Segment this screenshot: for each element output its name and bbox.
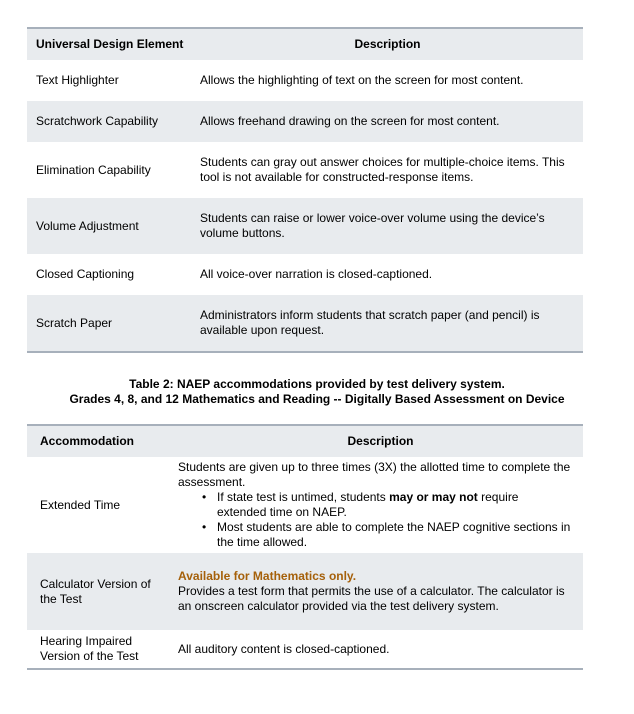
row-label: Text Highlighter (36, 73, 119, 87)
accommodations-table (27, 424, 583, 670)
column-header-accommodation: Accommodation (40, 434, 135, 448)
row-description: Allows the highlighting of text on the screen for most content. (200, 73, 524, 87)
row-description: Allows freehand drawing on the screen for most content. (200, 114, 500, 128)
list-item (202, 520, 571, 550)
table-header-row (27, 426, 583, 457)
bullet-text-pre: If state test is untimed, students (217, 490, 390, 504)
table-header-row (27, 29, 583, 60)
row-label: Scratch Paper (36, 315, 113, 330)
column-header-element: Universal Design Element (36, 37, 184, 51)
bullet-icon: • (202, 490, 207, 504)
table-row (27, 60, 583, 101)
table-row (27, 254, 583, 295)
bullet-text (217, 490, 571, 520)
availability-highlight: Available for Mathematics only. (178, 569, 357, 583)
table-row-calculator-version (27, 553, 583, 630)
bullet-text (217, 520, 571, 550)
row-description (178, 460, 583, 550)
row-label: Elimination Capability (36, 162, 151, 177)
description-text: Provides a test form that permits the use of a calculator. The calculator is an onscreen calculator provided via the test delivery system. (178, 584, 565, 613)
column-header-description: Description (347, 434, 414, 448)
row-label: Volume Adjustment (36, 218, 139, 233)
row-description: Students can raise or lower voice-over volume using the device’s volume buttons. (200, 211, 545, 240)
table-row-extended-time (27, 457, 583, 553)
bullet-text-post: require extended time on NAEP. (217, 490, 519, 519)
caption-line-2: Grades 4, 8, and 12 Mathematics and Reading -- Digitally Based Assessment on Device (69, 392, 565, 406)
row-label: Hearing Impaired Version of the Test (40, 634, 139, 663)
row-description: All voice-over narration is closed-captioned. (200, 267, 433, 281)
caption-line-1: Table 2: NAEP accommodations provided by test delivery system. (129, 377, 505, 391)
row-label: Closed Captioning (36, 267, 135, 281)
bullet-list (178, 490, 571, 550)
row-label: Calculator Version of the Test (40, 576, 151, 606)
bullet-text-bold: may or may not (389, 490, 478, 504)
bullet-icon: • (202, 520, 207, 534)
row-description: All auditory content is closed-captioned. (178, 641, 390, 656)
row-label: Scratchwork Capability (36, 114, 159, 128)
list-item (202, 490, 571, 520)
row-label: Extended Time (40, 497, 121, 512)
row-description (178, 569, 583, 614)
table2-caption (20, 377, 614, 407)
row-description: Administrators inform students that scratch paper (and pencil) is available upon request. (200, 308, 540, 337)
bullet-text-pre: Most students are able to complete the NAEP cognitive sections in the time allowed. (217, 520, 571, 549)
row-description: Students can gray out answer choices for multiple-choice items. This tool is not available for constructed-response items. (200, 155, 565, 184)
table-row (27, 295, 583, 351)
table-row (27, 142, 583, 198)
table-row-hearing-impaired (27, 630, 583, 668)
description-intro: Students are given up to three times (3X) the allotted time to complete the assessment. (178, 460, 571, 489)
table-row (27, 198, 583, 254)
table-row (27, 101, 583, 142)
universal-design-table (27, 27, 583, 353)
column-header-description: Description (354, 37, 421, 51)
